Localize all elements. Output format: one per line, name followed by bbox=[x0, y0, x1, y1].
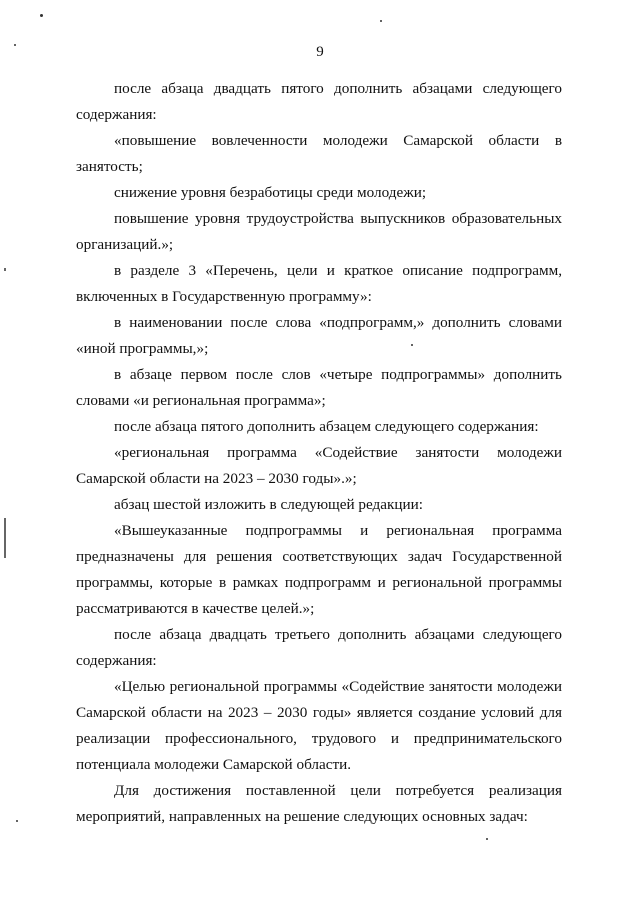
scan-speck bbox=[16, 820, 18, 822]
paragraph: в абзаце первом после слов «четыре подпрограммы» дополнить словами «и региональная программа»; bbox=[76, 366, 562, 409]
paragraph: «региональная программа «Содействие занятости молодежи Самарской области на 2023 – 2030 годы».»; bbox=[76, 444, 562, 487]
paragraph: «Вышеуказанные подпрограммы и региональная программа предназначены для решения соответствующих задач Государственной программы, которые в рамках подпрограмм и региональной программы рассматриваются в качестве целей.»; bbox=[76, 522, 562, 617]
scan-edge-mark bbox=[4, 268, 6, 271]
paragraph: «повышение вовлеченности молодежи Самарской области в занятость; bbox=[76, 132, 562, 175]
scan-speck bbox=[411, 344, 413, 346]
scan-speck bbox=[14, 44, 16, 46]
paragraph: снижение уровня безработицы среди молодежи; bbox=[114, 184, 427, 201]
paragraph: повышение уровня трудоустройства выпускников образовательных организаций.»; bbox=[76, 210, 562, 253]
paragraph: после абзаца двадцать третьего дополнить абзацами следующего содержания: bbox=[76, 626, 562, 669]
paragraph: в разделе 3 «Перечень, цели и краткое описание подпрограмм, включенных в Государственную программу»: bbox=[76, 262, 562, 305]
scan-speck bbox=[486, 838, 488, 840]
document-body bbox=[76, 76, 562, 830]
paragraph: после абзаца двадцать пятого дополнить абзацами следующего содержания: bbox=[76, 80, 562, 123]
paragraph: «Целью региональной программы «Содействие занятости молодежи Самарской области на 2023 – 2030 годы» является создание условий для реализации профессионального, трудового и предпринимательского потенциала молодежи Самарской области. bbox=[76, 678, 562, 773]
paragraph: Для достижения поставленной цели потребуется реализация мероприятий, направленных на решение следующих основных задач: bbox=[76, 782, 562, 825]
scan-speck bbox=[380, 20, 382, 22]
page-number: 9 bbox=[316, 44, 324, 60]
scan-speck bbox=[40, 14, 43, 17]
scan-edge-mark bbox=[4, 518, 6, 558]
paragraph: абзац шестой изложить в следующей редакции: bbox=[114, 496, 423, 513]
paragraph: в наименовании после слова «подпрограмм,» дополнить словами «иной программы,»; bbox=[76, 314, 562, 357]
paragraph: после абзаца пятого дополнить абзацем следующего содержания: bbox=[114, 418, 539, 435]
